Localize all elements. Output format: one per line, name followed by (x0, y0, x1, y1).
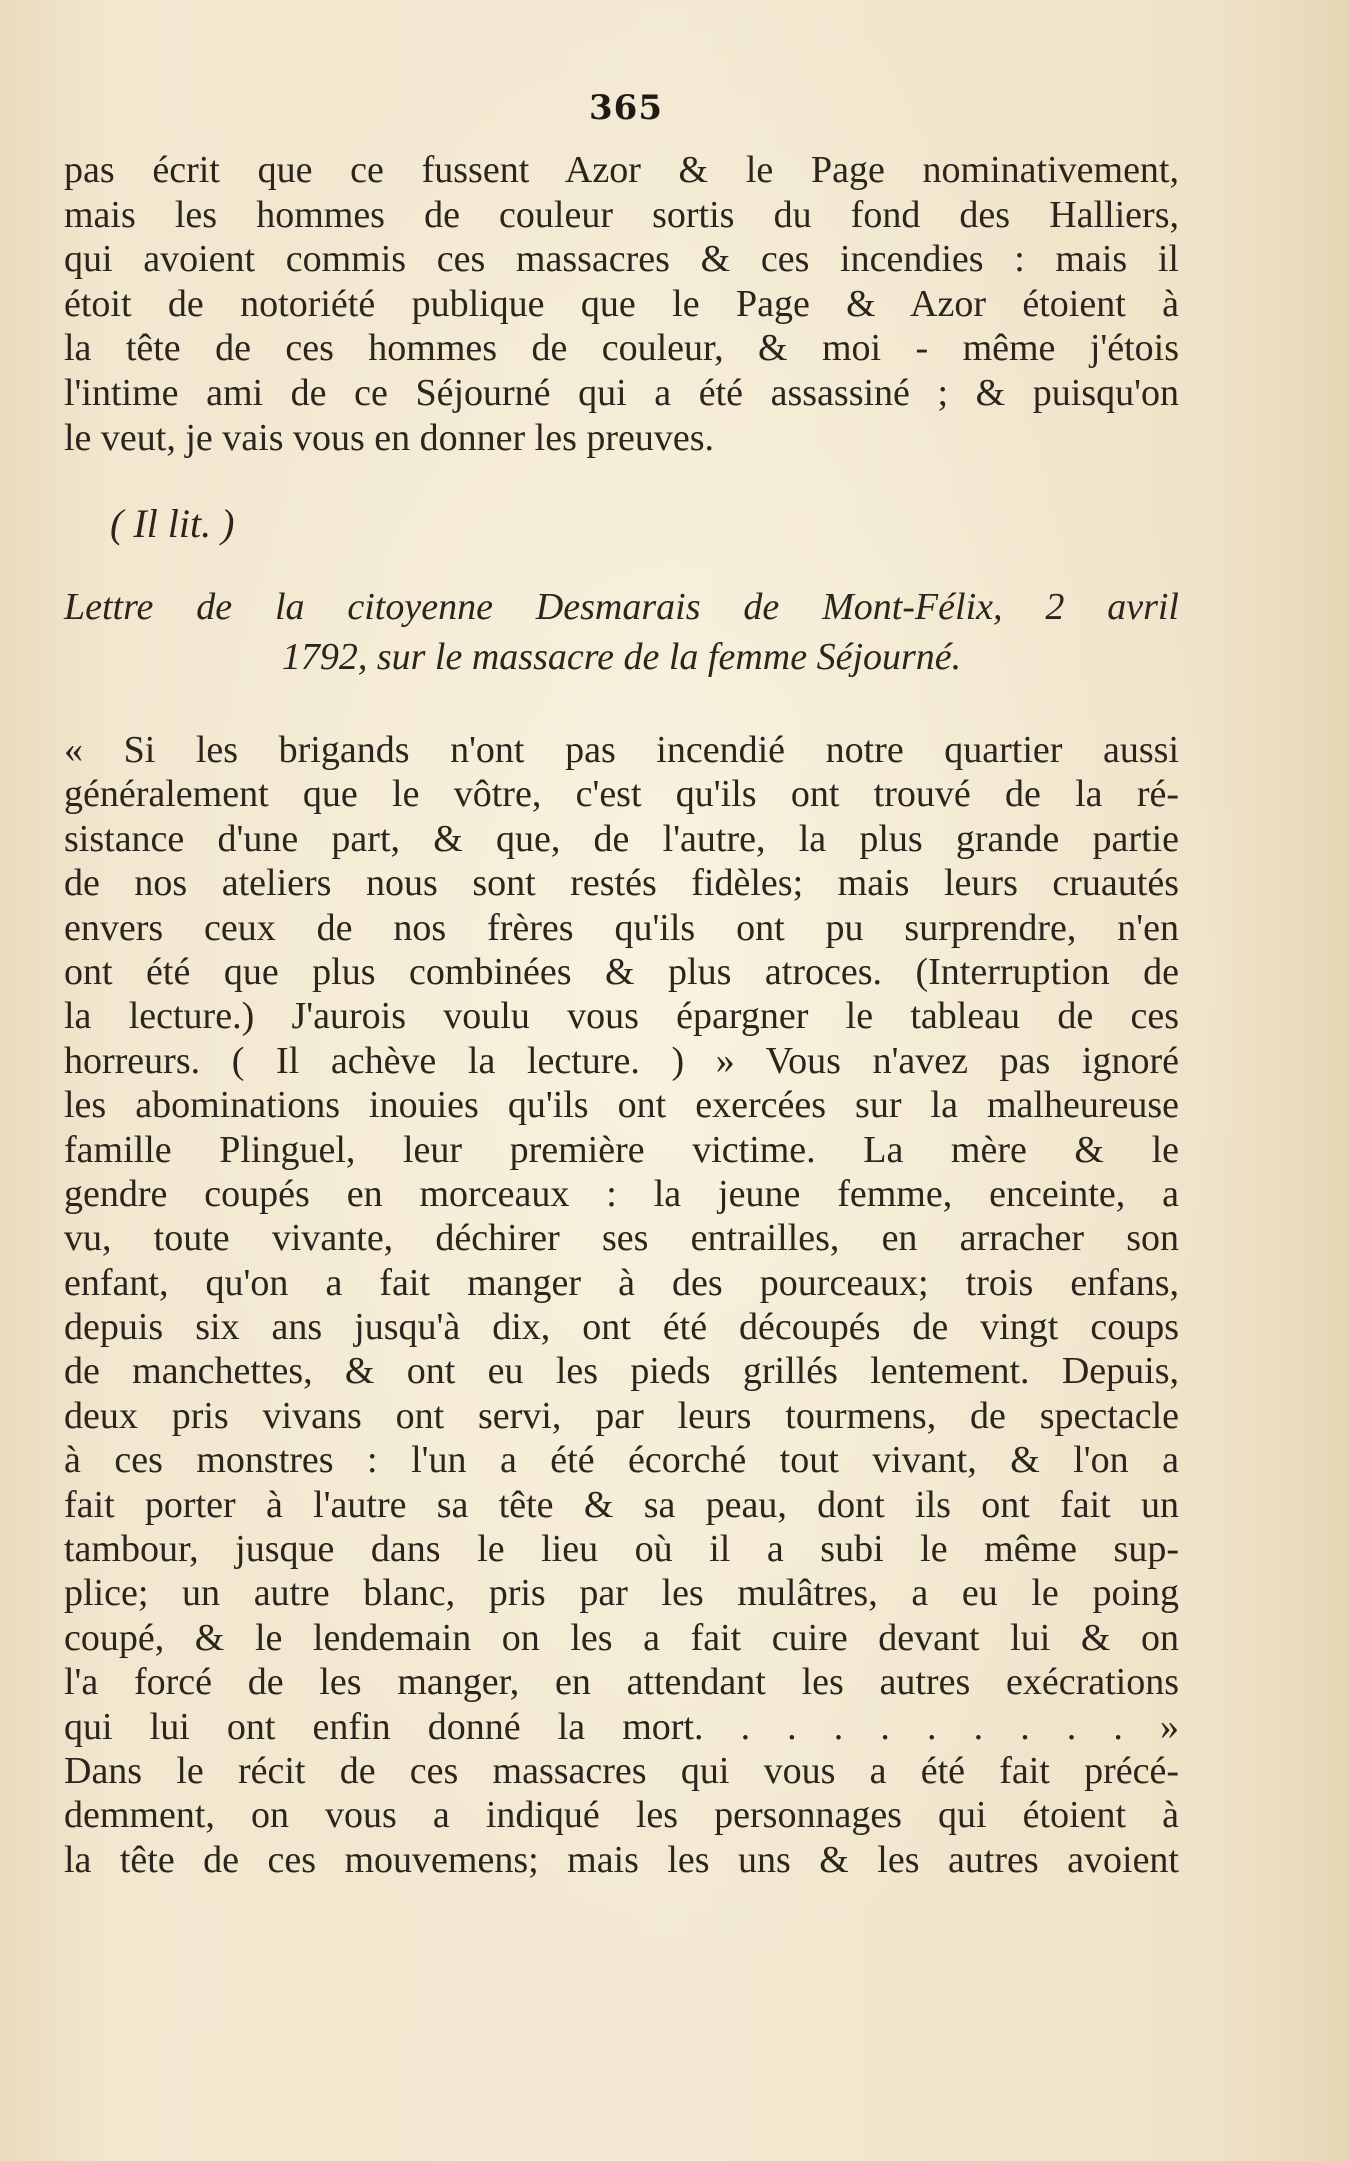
text-line: la tête de ces mouvemens; mais les uns & les autres avoient (64, 1838, 1179, 1881)
text-line: la lecture.) J'aurois voulu vous épargner le tableau de ces (64, 995, 1179, 1038)
text-line: horreurs. ( Il achève la lecture. ) » Vous n'avez pas ignoré (64, 1039, 1179, 1082)
text-line: étoit de notoriété publique que le Page & Azor étoient à (64, 282, 1179, 325)
text-line: sistance d'une part, & que, de l'autre, la plus grande partie (64, 817, 1179, 860)
text-line: qui avoient commis ces massacres & ces incendies : mais il (64, 238, 1179, 281)
text-line: la tête de ces hommes de couleur, & moi - même j'étois (64, 327, 1179, 370)
text-line: plice; un autre blanc, pris par les mulâtres, a eu le poing (64, 1572, 1179, 1615)
text-line: coupé, & le lendemain on les a fait cuire devant lui & on (64, 1616, 1179, 1659)
letter-heading (64, 582, 1179, 682)
text-line: demment, on vous a indiqué les personnages qui étoient à (64, 1794, 1179, 1837)
top-paragraph (64, 148, 1179, 460)
text-line: de manchettes, & ont eu les pieds grillés lentement. Depuis, (64, 1350, 1179, 1393)
text-line: envers ceux de nos frères qu'ils ont pu surprendre, n'en (64, 906, 1179, 949)
letter-heading-line: 1792, sur le massacre de la femme Séjourné. (281, 636, 962, 678)
text-line: le veut, je vais vous en donner les preuves. (64, 416, 715, 459)
text-line: l'intime ami de ce Séjourné qui a été assassiné ; & puisqu'on (64, 371, 1179, 414)
text-line: « Si les brigands n'ont pas incendié notre quartier aussi (64, 729, 1179, 771)
page-number: 365 (589, 88, 663, 128)
text-line: à ces monstres : l'un a été écorché tout vivant, & l'on a (64, 1439, 1179, 1482)
letter-body (64, 728, 1179, 1882)
text-line: Dans le récit de ces massacres qui vous a été fait précé- (64, 1749, 1179, 1792)
text-line: l'a forcé de les manger, en attendant les autres exécrations (64, 1661, 1179, 1704)
letter-heading-line: Lettre de la citoyenne Desmarais de Mont-Félix, 2 avril (64, 586, 1179, 628)
text-line: vu, toute vivante, déchirer ses entrailles, en arracher son (64, 1217, 1179, 1260)
text-line: gendre coupés en morceaux : la jeune femme, enceinte, a (64, 1172, 1179, 1215)
text-line: ont été que plus combinées & plus atroces. (Interruption de (64, 950, 1179, 993)
text-line: de nos ateliers nous sont restés fidèles; mais leurs cruautés (64, 862, 1179, 905)
text-line: depuis six ans jusqu'à dix, ont été découpés de vingt coups (64, 1306, 1179, 1349)
stage-direction: ( Il lit. ) (110, 501, 235, 546)
text-line: deux pris vivans ont servi, par leurs tourmens, de spectacle (64, 1394, 1179, 1437)
text-line: pas écrit que ce fussent Azor & le Page nominativement, (64, 149, 1179, 191)
text-line: famille Plinguel, leur première victime. La mère & le (64, 1128, 1179, 1171)
text-line: tambour, jusque dans le lieu où il a subi le même sup- (64, 1528, 1179, 1571)
text-line: généralement que le vôtre, c'est qu'ils ont trouvé de la ré- (64, 773, 1179, 816)
text-line: les abominations inouies qu'ils ont exercées sur la malheureuse (64, 1084, 1179, 1127)
text-line: fait porter à l'autre sa tête & sa peau, dont ils ont fait un (64, 1483, 1179, 1526)
text-line: qui lui ont enfin donné la mort. . . . . . . . . . » (64, 1705, 1179, 1748)
text-line: enfant, qu'on a fait manger à des pourceaux; trois enfans, (64, 1261, 1179, 1304)
text-line: mais les hommes de couleur sortis du fond des Halliers, (64, 193, 1179, 236)
